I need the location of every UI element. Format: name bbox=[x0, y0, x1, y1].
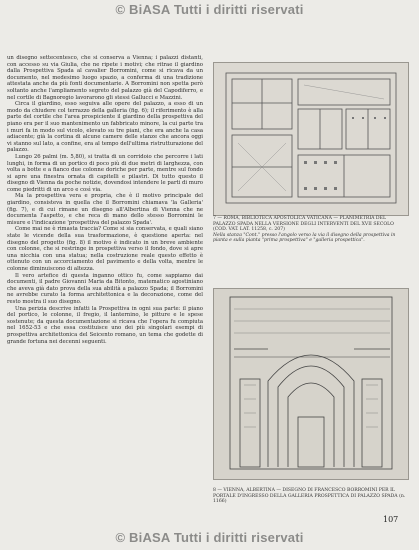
portal-drawing-figure bbox=[213, 288, 409, 480]
caption-title: 8 — VIENNA, ALBERTINA — DISEGNO DI FRANCESCO BORROMINI PER IL PORTALE D'INGRESSO DELLA GALLERIA PROSPETTICA DI PALAZZO SPADA (n. 1166) bbox=[213, 488, 406, 505]
paragraph: Lungo 26 palmi (m. 5,80), si tratta di un corridoio che percorre i lati lunghi, in forma di un portico di poco più di due metri di larghezza, con volta a botte e a fianco due colonne doriche per parte, mentre sul fondo si apre una finestra ornata di capitelli e pilastri. Di tutto questo il disegno di Vienna da poche notizie, dovendosi intendere le parti di muro come piedritti di un arco e così via. bbox=[7, 153, 203, 193]
watermark-bottom: © BiASA Tutti i diritti riservati bbox=[115, 530, 304, 545]
page-number: 107 bbox=[383, 515, 399, 524]
paragraph: un disegno settecentesco, che si conserva a Vienna; i palazzi distanti, con accesso su via Giulia, che ne ripete i motivi; che ritrae il giardino dalla Prospettiva Spada al cavalier Borromini, come si ricava da un documento, nel medesimo luogo spazio, a conferma di una tradizione attestata anche da più fonti documentarie. A Borromini non spetta però soltanto anche l'ampliamento segreto del palazzo già del Capodiferro, e nel cortile di Bagnoregio lavorarono gli stessi Gallucci e Mazzini. bbox=[7, 55, 203, 101]
paragraph: Il vero artefice di questa inganno ottico fu, come sappiamo dai documenti, il padre Giovanni Maria da Bitonto, matematico agostiniano che aveva già dato prova della sua abilità a palazzo Spada; il Borromini ne avrebbe curato la forma architettonica e la decorazione, come del resto mostra il suo disegno. bbox=[7, 272, 203, 305]
figure-caption bbox=[213, 216, 409, 244]
watermark-top: © BiASA Tutti i diritti riservati bbox=[115, 2, 304, 17]
caption-note: Nella stanza "Cont." presso l'angolo verso la via il disegno della prospettiva in pianta e sulla pianta "prima prospettiva" e "galleria prospettica". bbox=[213, 232, 396, 244]
paragraph: Una perizia descrive infatti la Prospettiva in ogni sua parte: il piano del portico, le colonne, il fregio, il lanternino, le pitture e le spese sostenute; da questa documentazione si ricava che l'opera fu compiuta nel 1652-53 e che essa costituisce uno dei più singolari esempi di prospettiva architettonica del Seicento romano, un tema che godette di grande fortuna nei decenni seguenti. bbox=[7, 305, 203, 345]
paragraph: Circa il giardino, esso seguiva alle opere del palazzo, a esso di un modo da chiudere col terrazzo della galleria (fig. 6); il riferimento è alla parte del cortile che l'area prospiciente il giardino della prospettiva del piano era per il suo mantenimento un fabbricato minore, la cui parte tra i muri fa in modo sul vicolo, elevato su tre piani, che era anche la casa adiacente; già la cortina di alcune camere delle stanze che ancora oggi vi stanno sul lato, a confine, era al tempo dell'ultima ristrutturazione del palazzo. bbox=[7, 101, 203, 154]
paragraph: Come mai ne è rimasta traccia? Come si sia conservata, e quali siano state le vicende della sua trasformazione, è questione aperta: nel disegno del progetto (fig. 8) il motivo è indicato in un breve ambiente con colonne, che si restringe in prospettiva verso il fondo, dove si apre una nicchia con una statua; nella costruzione reale questo effetto è ottenuto con un accorciamento del pavimento e della volta, mentre le colonne diminuiscono di altezza. bbox=[7, 226, 203, 272]
text-column bbox=[7, 55, 203, 515]
figure-caption bbox=[213, 488, 409, 505]
paragraph: Ma la prospettiva vera e propria, che è il motivo principale del giardino, consisteva in quella che il Borromini chiamava 'la Galleria' (fig. 7), e di cui rimane un disegno all'Albertina di Vienna che ne documenta l'aspetto, e che reca di mano dello stesso Borromini le misure e l'indicazione 'prospettiva del palazzo Spada'. bbox=[7, 193, 203, 226]
floor-plan-drawing bbox=[214, 63, 408, 215]
floor-plan-figure bbox=[213, 62, 409, 216]
portal-drawing bbox=[214, 289, 408, 479]
caption-title: 7 — ROMA, BIBLIOTECA APOSTOLICA VATICANA — PLANIMETRIA DEL PALAZZO SPADA NELLA VERSIONE DEGLI INTERVENTI DEL XVII SECOLO (COD. VAT. LAT. 11258, c. 207) bbox=[213, 216, 394, 233]
